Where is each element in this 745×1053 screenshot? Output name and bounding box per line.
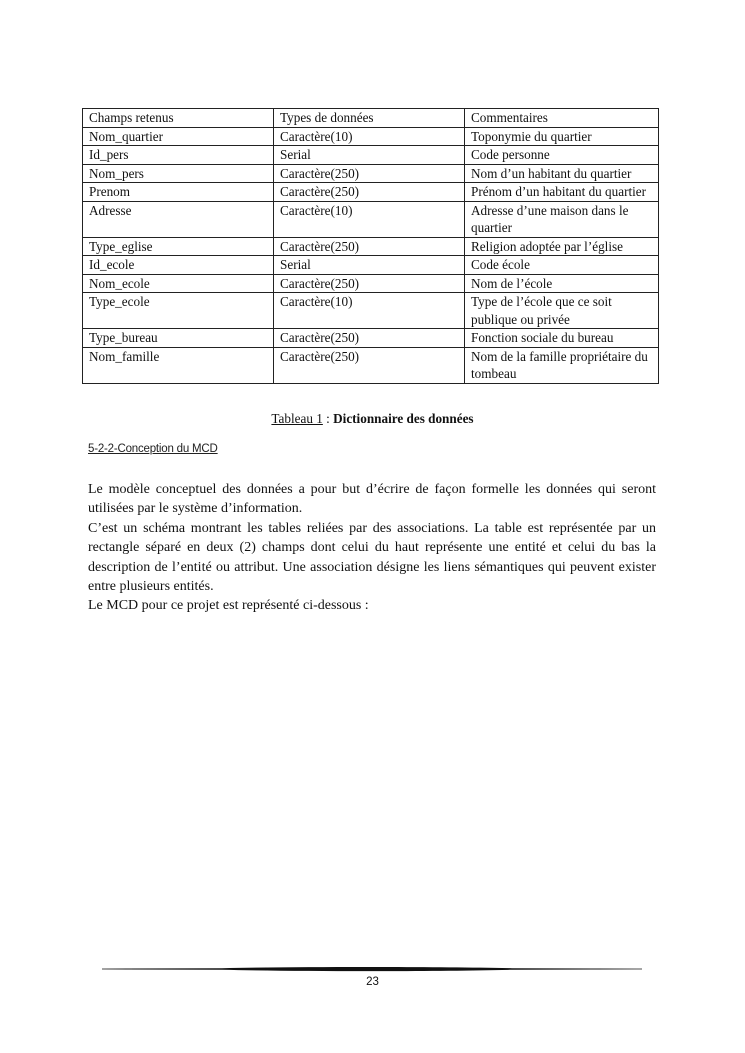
data-dictionary-table [82, 108, 659, 384]
table-cell: Adresse [83, 201, 274, 237]
table-cell: Religion adoptée par l’église [465, 237, 659, 256]
table-cell: Caractère(250) [274, 347, 465, 383]
paragraph: C’est un schéma montrant les tables reliées par des associations. La table est représentée par un rectangle séparé en deux (2) champs dont celui du haut représente une entité et celui du bas la description de l’entité ou attribut. Une association désigne les liens sémantiques qui peuvent exister entre plusieurs entités. [88, 520, 656, 595]
table-cell: Id_pers [83, 146, 274, 165]
table-cell: Nom_pers [83, 164, 274, 183]
table-cell: Adresse d’une maison dans le quartier [465, 201, 659, 237]
table-cell: Prenom [83, 183, 274, 202]
table-row [83, 256, 659, 275]
table-cell: Caractère(250) [274, 164, 465, 183]
table-cell: Fonction sociale du bureau [465, 329, 659, 348]
table-cell: Caractère(250) [274, 237, 465, 256]
table-cell: Prénom d’un habitant du quartier [465, 183, 659, 202]
table-row [83, 127, 659, 146]
table-row [83, 183, 659, 202]
table-cell: Caractère(10) [274, 127, 465, 146]
table-cell: Toponymie du quartier [465, 127, 659, 146]
section-heading: 5-2-2-Conception du MCD [88, 443, 218, 455]
paragraph: Le MCD pour ce projet est représenté ci-dessous : [88, 598, 369, 614]
table-cell: Serial [274, 146, 465, 165]
caption-separator: : [322, 411, 334, 426]
table-cell: Caractère(250) [274, 329, 465, 348]
table-cell: Caractère(250) [274, 274, 465, 293]
header-cell: Commentaires [465, 109, 659, 128]
table-row [83, 164, 659, 183]
table-cell: Caractère(250) [274, 183, 465, 202]
table-row [83, 201, 659, 237]
table-cell: Nom d’un habitant du quartier [465, 164, 659, 183]
table-cell: Nom_famille [83, 347, 274, 383]
table-cell: Serial [274, 256, 465, 275]
table-caption [0, 410, 745, 427]
table-row [83, 347, 659, 383]
caption-label: Tableau 1 [271, 411, 323, 426]
table-cell: Nom_ecole [83, 274, 274, 293]
table-cell: Type_ecole [83, 293, 274, 329]
table-cell: Code personne [465, 146, 659, 165]
table-cell: Caractère(10) [274, 293, 465, 329]
table-cell: Caractère(10) [274, 201, 465, 237]
caption-title: Dictionnaire des données [333, 411, 474, 426]
table-cell: Nom de la famille propriétaire du tombeau [465, 347, 659, 383]
table-cell: Id_ecole [83, 256, 274, 275]
table-row [83, 237, 659, 256]
header-cell: Types de données [274, 109, 465, 128]
table-row [83, 293, 659, 329]
table-cell: Nom_quartier [83, 127, 274, 146]
footer-rule [102, 966, 642, 972]
table-row [83, 146, 659, 165]
table-row [83, 329, 659, 348]
table-cell: Code école [465, 256, 659, 275]
table-cell: Type_eglise [83, 237, 274, 256]
page-number: 23 [366, 976, 379, 988]
table-cell: Type de l’école que ce soit publique ou privée [465, 293, 659, 329]
table-header-row [83, 109, 659, 128]
header-cell: Champs retenus [83, 109, 274, 128]
table-row [83, 274, 659, 293]
table-cell: Nom de l’école [465, 274, 659, 293]
body-text [88, 480, 656, 616]
table-cell: Type_bureau [83, 329, 274, 348]
paragraph: Le modèle conceptuel des données a pour but d’écrire de façon formelle les données qui seront utilisées par le système d’information. [88, 482, 656, 517]
